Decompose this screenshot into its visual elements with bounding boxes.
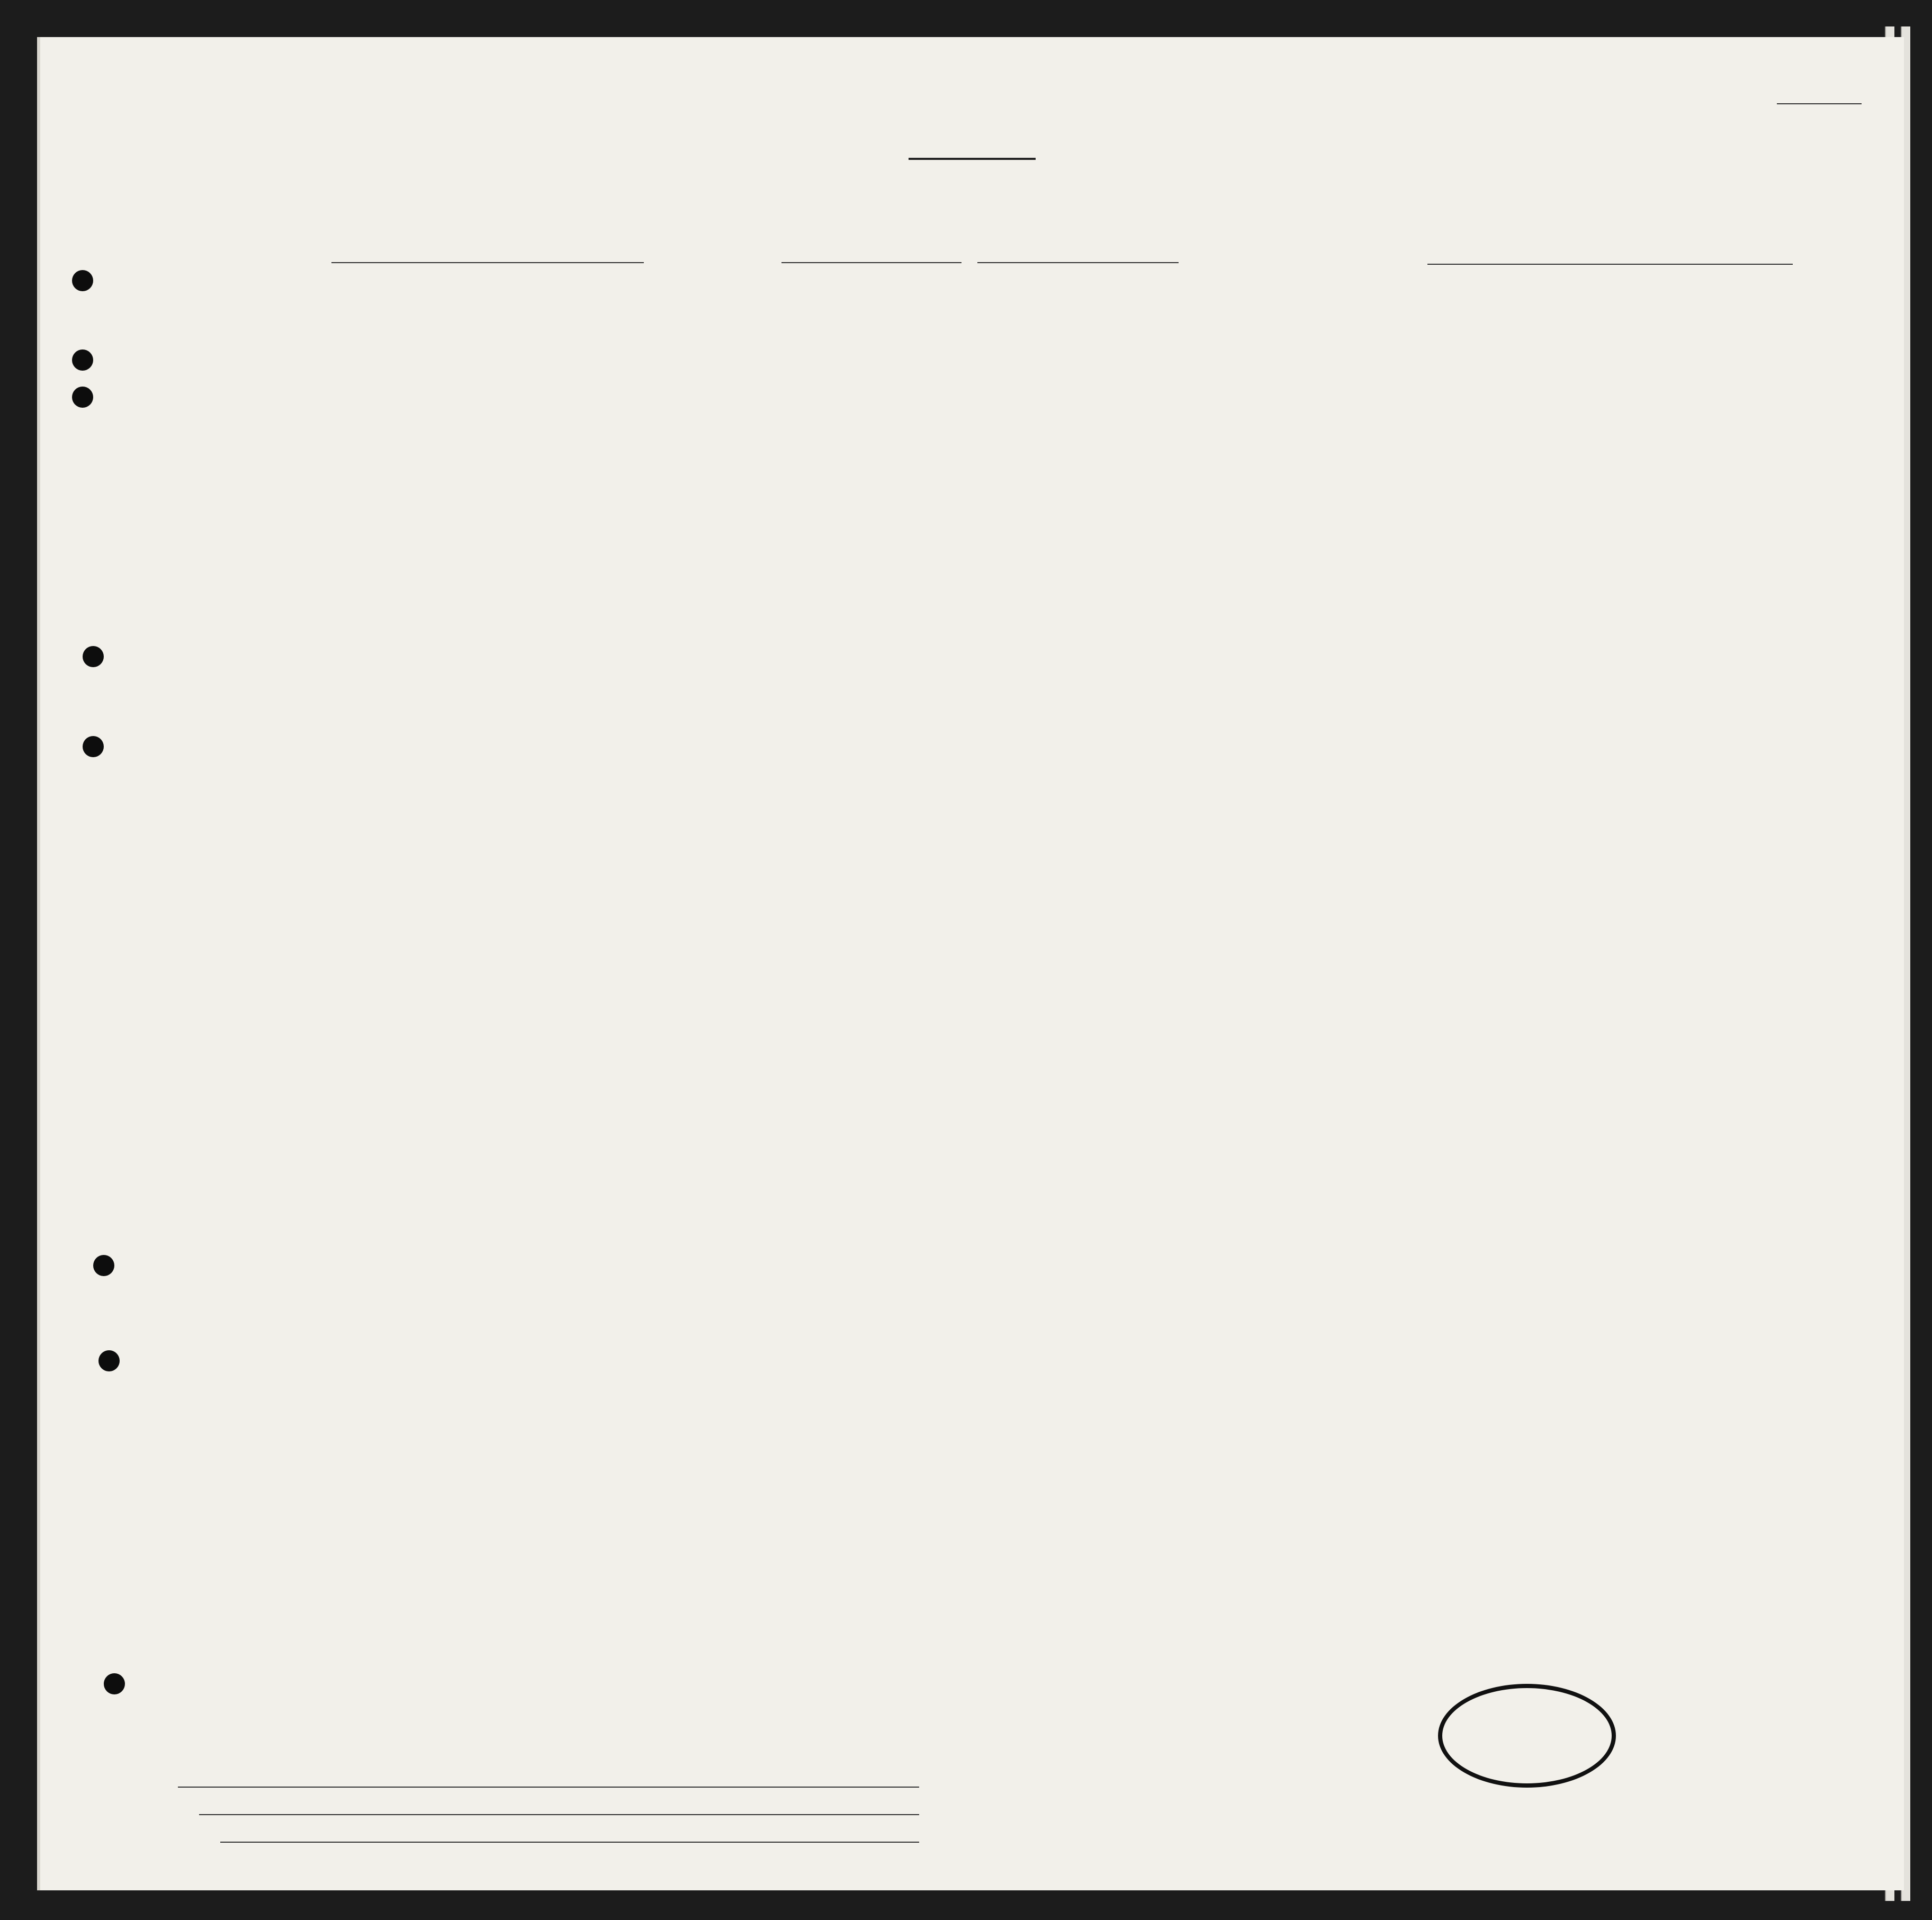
binder-hole [104,1673,125,1694]
title-rule [909,158,1036,160]
agents-field [220,1842,919,1843]
binder-hole [72,270,93,291]
manifest-page [37,37,1904,1890]
inspection-stamp [1438,1684,1616,1788]
from-port-line [1427,264,1793,265]
binder-hole [72,387,93,408]
binder-hole [93,1255,114,1276]
binder-hole [83,736,104,757]
vessel-line [331,262,644,263]
binder-hole [72,349,93,371]
binder-hole [98,1350,120,1371]
sheet-no-line [1777,103,1862,104]
arriving-line [781,262,961,263]
line-field [178,1787,919,1788]
date-line [977,262,1179,263]
owners-field [199,1814,919,1815]
binder-hole [83,646,104,667]
